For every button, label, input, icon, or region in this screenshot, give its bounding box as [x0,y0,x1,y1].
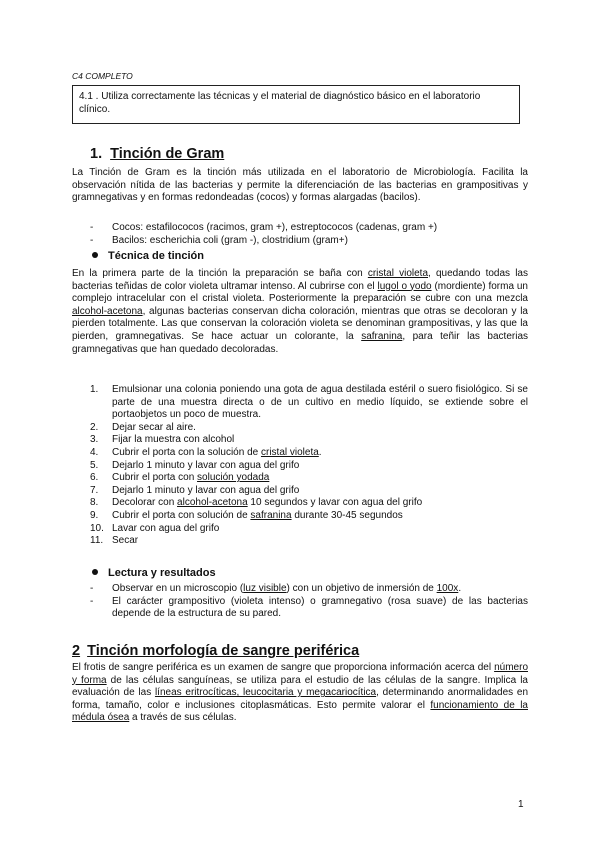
step-item: 9. Cubrir el porta con solución de safranina durante 30-45 segundos [90,509,403,521]
section-2-title: Tinción morfología de sangre periférica [87,643,360,659]
section-2-paragraph: El frotis de sangre periférica es un examen de sangre que proporciona información acerca del número y forma de las células sanguíneas, se utiliza para el estudio de las células de la sangre. Implica la evaluación de las líneas eritrocíticas, leucocitaria y megacariocítica, determinando anormalidades en forma, tamaño, color e inclusiones citoplasmáticas. Esto permite valorar el funcionamiento de la médula ósea a través de sus células. [72,662,529,724]
objective-box [72,85,520,124]
steps-list [90,384,528,548]
step-item: 5. Dejarlo 1 minuto y lavar con agua del grifo [90,459,300,471]
objective-text: 4.1 . Utiliza correctamente las técnicas y el material de diagnóstico básico en el laboratorio clínico. [79,91,481,115]
technique-paragraph: En la primera parte de la tinción la preparación se baña con cristal violeta, quedando todas las bacterias teñidas de color violeta ultramar intenso. Al cubrirse con el lugol o yodo (mordiente) forma un complejo intracelular con el cristal violeta. Posteriormente la preparación se cubre con una mezcla alcohol-acetona, algunas bacterias conservan dicha coloración, mientras que otras se decoloran y la pierden totalmente. Las que conservan la coloración violeta se denominan grampositivas, y las que la pierden, gramnegativas. Se hace actuar un colorante, la safranina, para teñir las bacterias gramnegativas que han quedado decoloradas. [72,268,529,355]
step-item: 4. Cubrir el porta con la solución de cristal violeta. [90,446,322,458]
list-item: - El carácter grampositivo (violeta intenso) o gramnegativo (rosa suave) de las bacterias depende de la estructura de su pared. [90,596,528,621]
step-item: 11. Secar [90,535,139,547]
technique-heading [92,250,204,262]
step-item: 7. Dejarlo 1 minuto y lavar con agua del grifo [90,484,300,496]
course-label: C4 COMPLETO [72,71,133,81]
page-number: 1 [518,799,524,810]
section-1-intro: La Tinción de Gram es la tinción más utilizada en el laboratorio de Microbiología. Facilita la observación nítida de las bacterias y permite la diferenciación de las bacterias en grampositivas y gramnegativas y en formas redondeadas (cocos) y formas alargadas (bacilos). [72,167,528,204]
term-cristal-violeta: cristal violeta [367,268,429,279]
step-item: 1. Emulsionar una colonia poniendo una gota de agua destilada estéril o suero fisiológico. Si se parte de una muestra directa o de un cultivo en medio líquido, se extiende sobre el portaobjetos un poco de muestra. [90,384,528,421]
bullet-icon [92,569,98,575]
step-item: 2. Dejar secar al aire. [90,421,196,433]
list-item: - Bacilos: escherichia coli (gram -), clostridium (gram+) [90,235,528,248]
section-1-title: Tinción de Gram [110,146,225,162]
step-item: 3. Fijar la muestra con alcohol [90,434,235,446]
examples-list [90,222,528,247]
term-lugol: lugol o yodo [377,280,432,292]
step-item: 8. Decolorar con alcohol-acetona 10 segundos y lavar con agua del grifo [90,497,423,509]
results-heading-text: Lectura y resultados [108,567,216,579]
section-2-number: 2 [72,643,81,659]
technique-heading-text: Técnica de tinción [108,250,204,262]
term-safranina: safranina [361,330,403,342]
list-item: - Cocos: estafilococos (racimos, gram +), estreptococos (cadenas, gram +) [90,222,528,235]
section-1-number: 1. [90,146,103,162]
results-list [90,583,528,621]
step-item: 10. Lavar con agua del grifo [90,522,220,534]
list-item: - Observar en un microscopio (luz visible) con un objetivo de inmersión de 100x. [90,583,528,596]
step-item: 6. Cubrir el porta con solución yodada [90,472,270,484]
section-1-heading [90,146,224,162]
section-2-heading [72,643,359,659]
bullet-icon [92,252,98,258]
term-alcohol-acetona: alcohol-acetona [72,305,143,317]
results-heading [92,567,216,579]
